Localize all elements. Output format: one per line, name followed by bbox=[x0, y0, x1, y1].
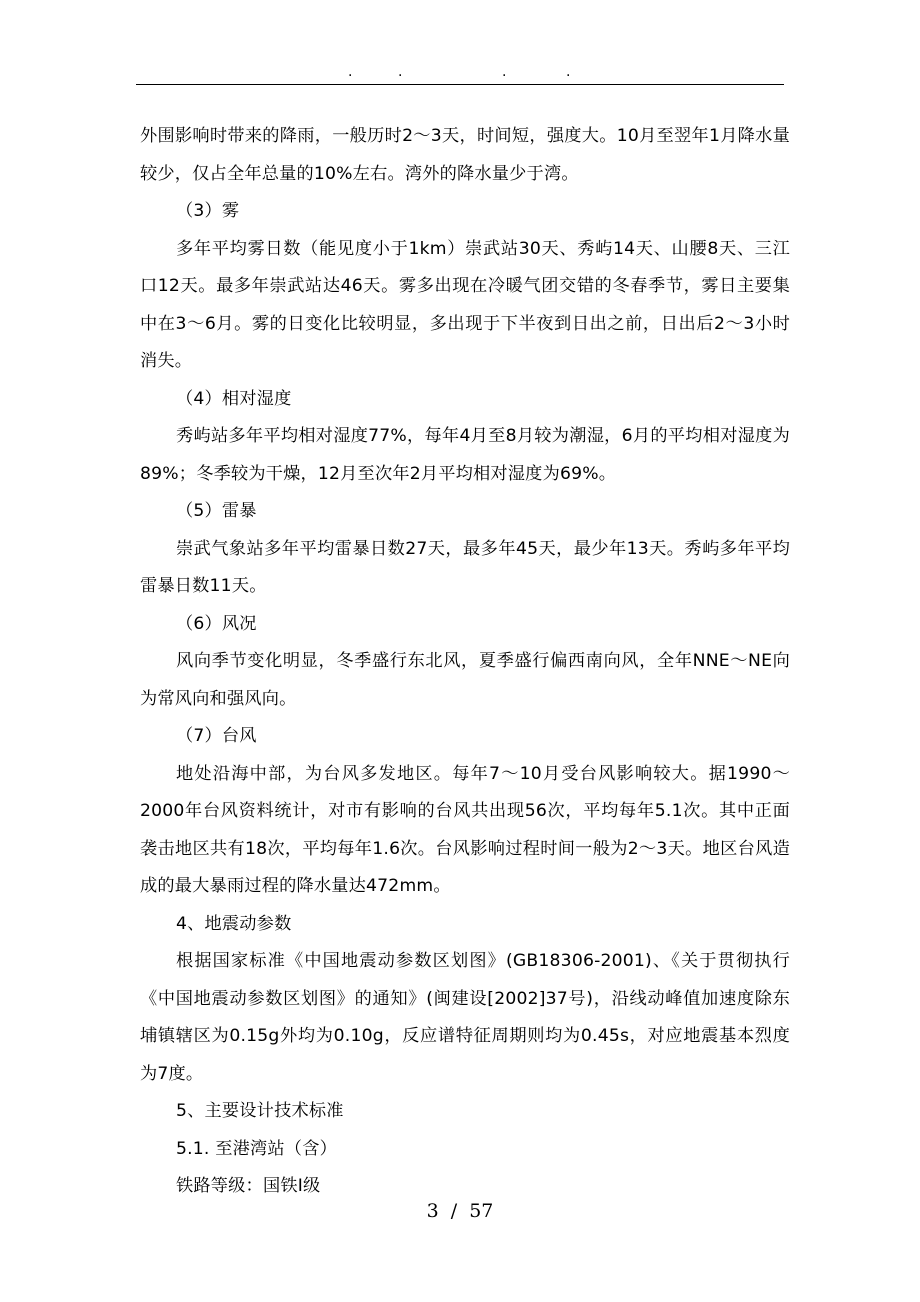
header-dot: . bbox=[566, 64, 571, 80]
paragraph: （6）风况 bbox=[176, 613, 257, 634]
header-dot: . bbox=[348, 64, 353, 80]
paragraph: 地处沿海中部，为台风多发地区。每年7～10月受台风影响较大。据1990～2000年台风资料统计，对市有影响的台风共出现56次，平均每年5.1次。其中正面袭击地区共有18次，平均每年1.6次。台风影响过程时间一般为2～3天。地区台风造成的最大暴雨过程的降水量达472mm。 bbox=[140, 763, 790, 896]
header-dot: . bbox=[502, 64, 507, 80]
page-number: 3 / 57 bbox=[426, 1200, 494, 1222]
header-dots bbox=[136, 62, 784, 82]
header-rule bbox=[136, 84, 784, 85]
paragraph: 5.1. 至港湾站（含） bbox=[176, 1138, 337, 1159]
paragraph: 根据国家标准《中国地震动参数区划图》(GB18306-2001)、《关于贯彻执行《中国地震动参数区划图》的通知》(闽建设[2002]37号)，沿线动峰值加速度除东埔镇辖区为0.15g外均为0.10g，反应谱特征周期则均为0.45s，对应地震基本烈度为7度。 bbox=[140, 951, 790, 1084]
paragraph: （7）台风 bbox=[176, 726, 257, 746]
paragraph: 5、主要设计技术标准 bbox=[176, 1101, 344, 1121]
paragraph: （4）相对湿度 bbox=[176, 388, 292, 409]
document-body bbox=[140, 118, 790, 1206]
paragraph: 风向季节变化明显，冬季盛行东北风，夏季盛行偏西南向风，全年NNE～NE向为常风向和强风向。 bbox=[140, 651, 790, 709]
header-dot: . bbox=[398, 64, 403, 80]
paragraph: （5）雷暴 bbox=[176, 501, 257, 521]
paragraph: 秀屿站多年平均相对湿度77%，每年4月至8月较为潮湿，6月的平均相对湿度为89%；冬季较为干燥，12月至次年2月平均相对湿度为69%。 bbox=[140, 426, 790, 484]
paragraph: 外围影响时带来的降雨，一般历时2～3天，时间短，强度大。10月至翌年1月降水量较少，仅占全年总量的10%左右。湾外的降水量少于湾。 bbox=[140, 126, 790, 184]
paragraph: 多年平均雾日数（能见度小于1km）崇武站30天、秀屿14天、山腰8天、三江口12天。最多年崇武站达46天。雾多出现在冷暖气团交错的冬春季节，雾日主要集中在3～6月。雾的日变化比较明显，多出现于下半夜到日出之前，日出后2～3小时消失。 bbox=[140, 238, 791, 371]
paragraph: 4、地震动参数 bbox=[176, 913, 292, 934]
paragraph: 崇武气象站多年平均雷暴日数27天，最多年45天，最少年13天。秀屿多年平均雷暴日数11天。 bbox=[140, 538, 790, 596]
paragraph: （3）雾 bbox=[176, 201, 240, 221]
paragraph: 铁路等级：国铁Ⅰ级 bbox=[176, 1176, 321, 1196]
